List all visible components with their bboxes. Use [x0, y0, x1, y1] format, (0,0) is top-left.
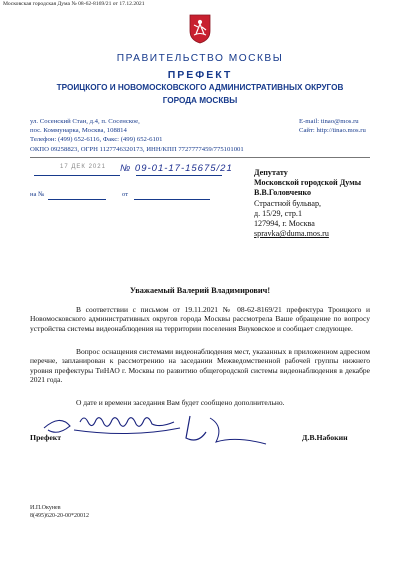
- addressee-name: В.В.Головченко: [254, 188, 312, 198]
- reference-number-line: [48, 199, 106, 200]
- website-line[interactable]: Сайт: http://tinao.mos.ru: [299, 127, 366, 135]
- registry-header-stamp: Московская городская Дума № 08-62-8169/21 от 17.12.2021: [3, 1, 145, 7]
- moscow-coat-of-arms-icon: [188, 13, 212, 44]
- districts-title: ТРОИЦКОГО И НОВОМОСКОВСКОГО АДМИНИСТРАТИВНЫХ ОКРУГОВ: [56, 83, 344, 92]
- reference-date-line: [134, 199, 210, 200]
- email-line[interactable]: E-mail: tinao@mos.ru: [299, 118, 359, 125]
- executor-phone: 8(495)620-20-00*20012: [30, 513, 89, 519]
- handwritten-signature: [40, 408, 280, 450]
- reference-row: [30, 191, 44, 198]
- letterhead-divider: [30, 157, 370, 158]
- body-paragraph-1: В соответствии с письмом от 19.11.2021 № 08-62-8169/21 префектура Троицкого и Новомосковского административных округов города Москвы рассмотрела Ваше обращение по вопросу устройства системы видеонаблюдения на территории поселения Внуковское и сообщает следующее.: [30, 305, 370, 333]
- addressee-street: Страстной бульвар,: [254, 198, 322, 208]
- phone-fax-line: Телефон: (499) 652-6116, Факс: (499) 652-6101: [30, 136, 163, 144]
- contacts-left: [30, 117, 244, 154]
- date-stamp: 17 ДЕК 2021: [60, 164, 106, 170]
- addressee-building: д. 15/29, стр.1: [254, 208, 302, 218]
- addressee-block: [254, 168, 361, 239]
- salutation: Уважаемый Валерий Владимирович!: [129, 286, 271, 295]
- registration-codes: ОКПО 09258823, ОГРН 1127746320173, ИНН/КПП 7727777459/775101001: [30, 145, 244, 153]
- signer-name: Д.В.Набокин: [302, 433, 348, 442]
- prefect-title: ПРЕФЕКТ: [167, 69, 233, 81]
- executor-name: И.П.Окунев: [30, 505, 61, 511]
- contacts-right: [299, 117, 366, 135]
- addressee-email[interactable]: spravka@duma.mos.ru: [254, 229, 329, 239]
- outgoing-number: № 09-01-17-15675/21: [120, 163, 233, 174]
- addressee-city: 127994, г. Москва: [254, 219, 315, 229]
- reference-date-row: [122, 191, 128, 198]
- addressee-line-1: Депутату: [254, 168, 288, 177]
- body-paragraph-2: Вопрос оснащения системами видеонаблюдения мест, указанных в приложенном адресном перечне, запланирован к рассмотрению на заседании Межведомственной рабочей группы нижнего уровня префектуры ТиНАО г. Москвы по развитию общегородской системы видеонаблюдения в декабре 2021 года.: [30, 347, 370, 384]
- address-line-1: ул. Сосенский Стан, д.4, п. Сосенское,: [30, 118, 140, 125]
- signer-title: Префект: [30, 433, 62, 442]
- address-line-2: пос. Коммунарка, Москва, 108814: [30, 127, 127, 135]
- city-title: ГОРОДА МОСКВЫ: [162, 96, 238, 105]
- government-title: ПРАВИТЕЛЬСТВО МОСКВЫ: [116, 53, 284, 64]
- reference-date-label: от: [122, 191, 129, 198]
- addressee-line-2: Московской городской Думы: [254, 178, 362, 188]
- reference-number-label: на №: [30, 191, 45, 198]
- body-paragraph-3: О дате и времени заседания Вам будет сообщено дополнительно.: [76, 398, 285, 407]
